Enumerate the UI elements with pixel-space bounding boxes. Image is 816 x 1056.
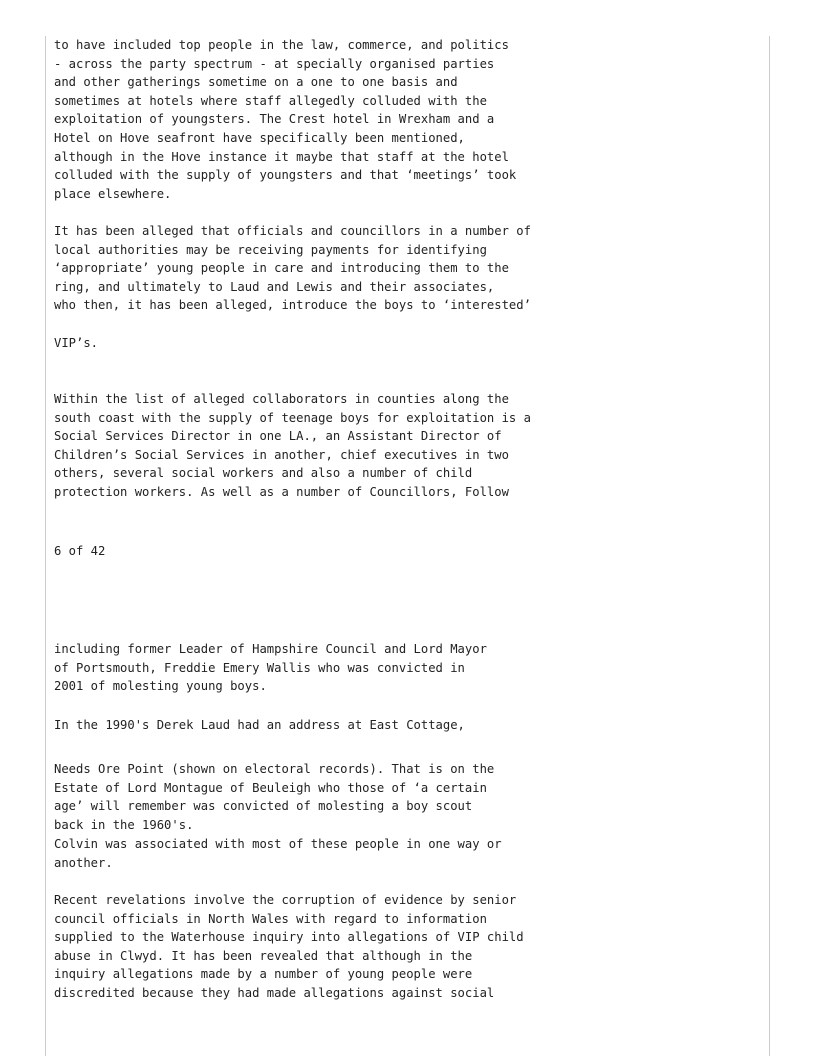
page-number: 6 of 42 bbox=[54, 544, 106, 558]
paragraph-protection-workers: protection workers. As well as a number of Councillors, Follow bbox=[54, 485, 509, 499]
paragraph-wallis: including former Leader of Hampshire Council and Lord Mayor of Portsmouth, Freddie Emery Wallis who was convicted in 2001 of molesting young boys. bbox=[54, 642, 487, 694]
paragraph-payments: It has been alleged that officials and councillors in a number of local authorities may be receiving payments for identifying ‘appropriate’ young people in care and introducing them to the ring, and ultimately to Laud and Lewis and their associates, who then, it has been alleged, introduce the boys to ‘interested’ bbox=[54, 224, 531, 313]
paragraph-needs-ore-point: Needs Ore Point (shown on electoral records). That is on the Estate of Lord Montague of Beuleigh who those of ‘a certain age’ will remember was convicted of molesting a boy scout back in the 1960's. bbox=[54, 762, 495, 832]
paragraph-colvin: Colvin was associated with most of these people in one way or another. bbox=[54, 837, 502, 870]
paragraph-collaborators: Within the list of alleged collaborators in counties along the south coast with the supply of teenage boys for exploitation is a Social Services Director in one LA., an Assistant Director of Children’s Social Services in another, chief executives in two others, several social workers and also a number of child bbox=[54, 392, 531, 481]
paragraph-hotels: to have included top people in the law, commerce, and politics - across the party spectrum - at specially organised parties and other gatherings sometime on a one to one basis and sometimes at hotels where staff allegedly colluded with the exploitation of youngsters. The Crest hotel in Wrexham and a Hotel on Hove seafront have specifically been mentioned, although in the Hove instance it maybe that staff at the hotel colluded with the supply of youngsters and that ‘meetings’ took place elsewhere. bbox=[54, 38, 517, 201]
paragraph-revelations: Recent revelations involve the corruption of evidence by senior council officials in North Wales with regard to information supplied to the Waterhouse inquiry into allegations of VIP child abuse in Clwyd. It has been revealed that although in the inquiry allegations made by a number of young people were discredited because they had made allegations against social bbox=[54, 893, 524, 1000]
paragraph-laud-address: In the 1990's Derek Laud had an address at East Cottage, bbox=[54, 718, 465, 732]
paragraph-vips: VIP’s. bbox=[54, 336, 99, 350]
